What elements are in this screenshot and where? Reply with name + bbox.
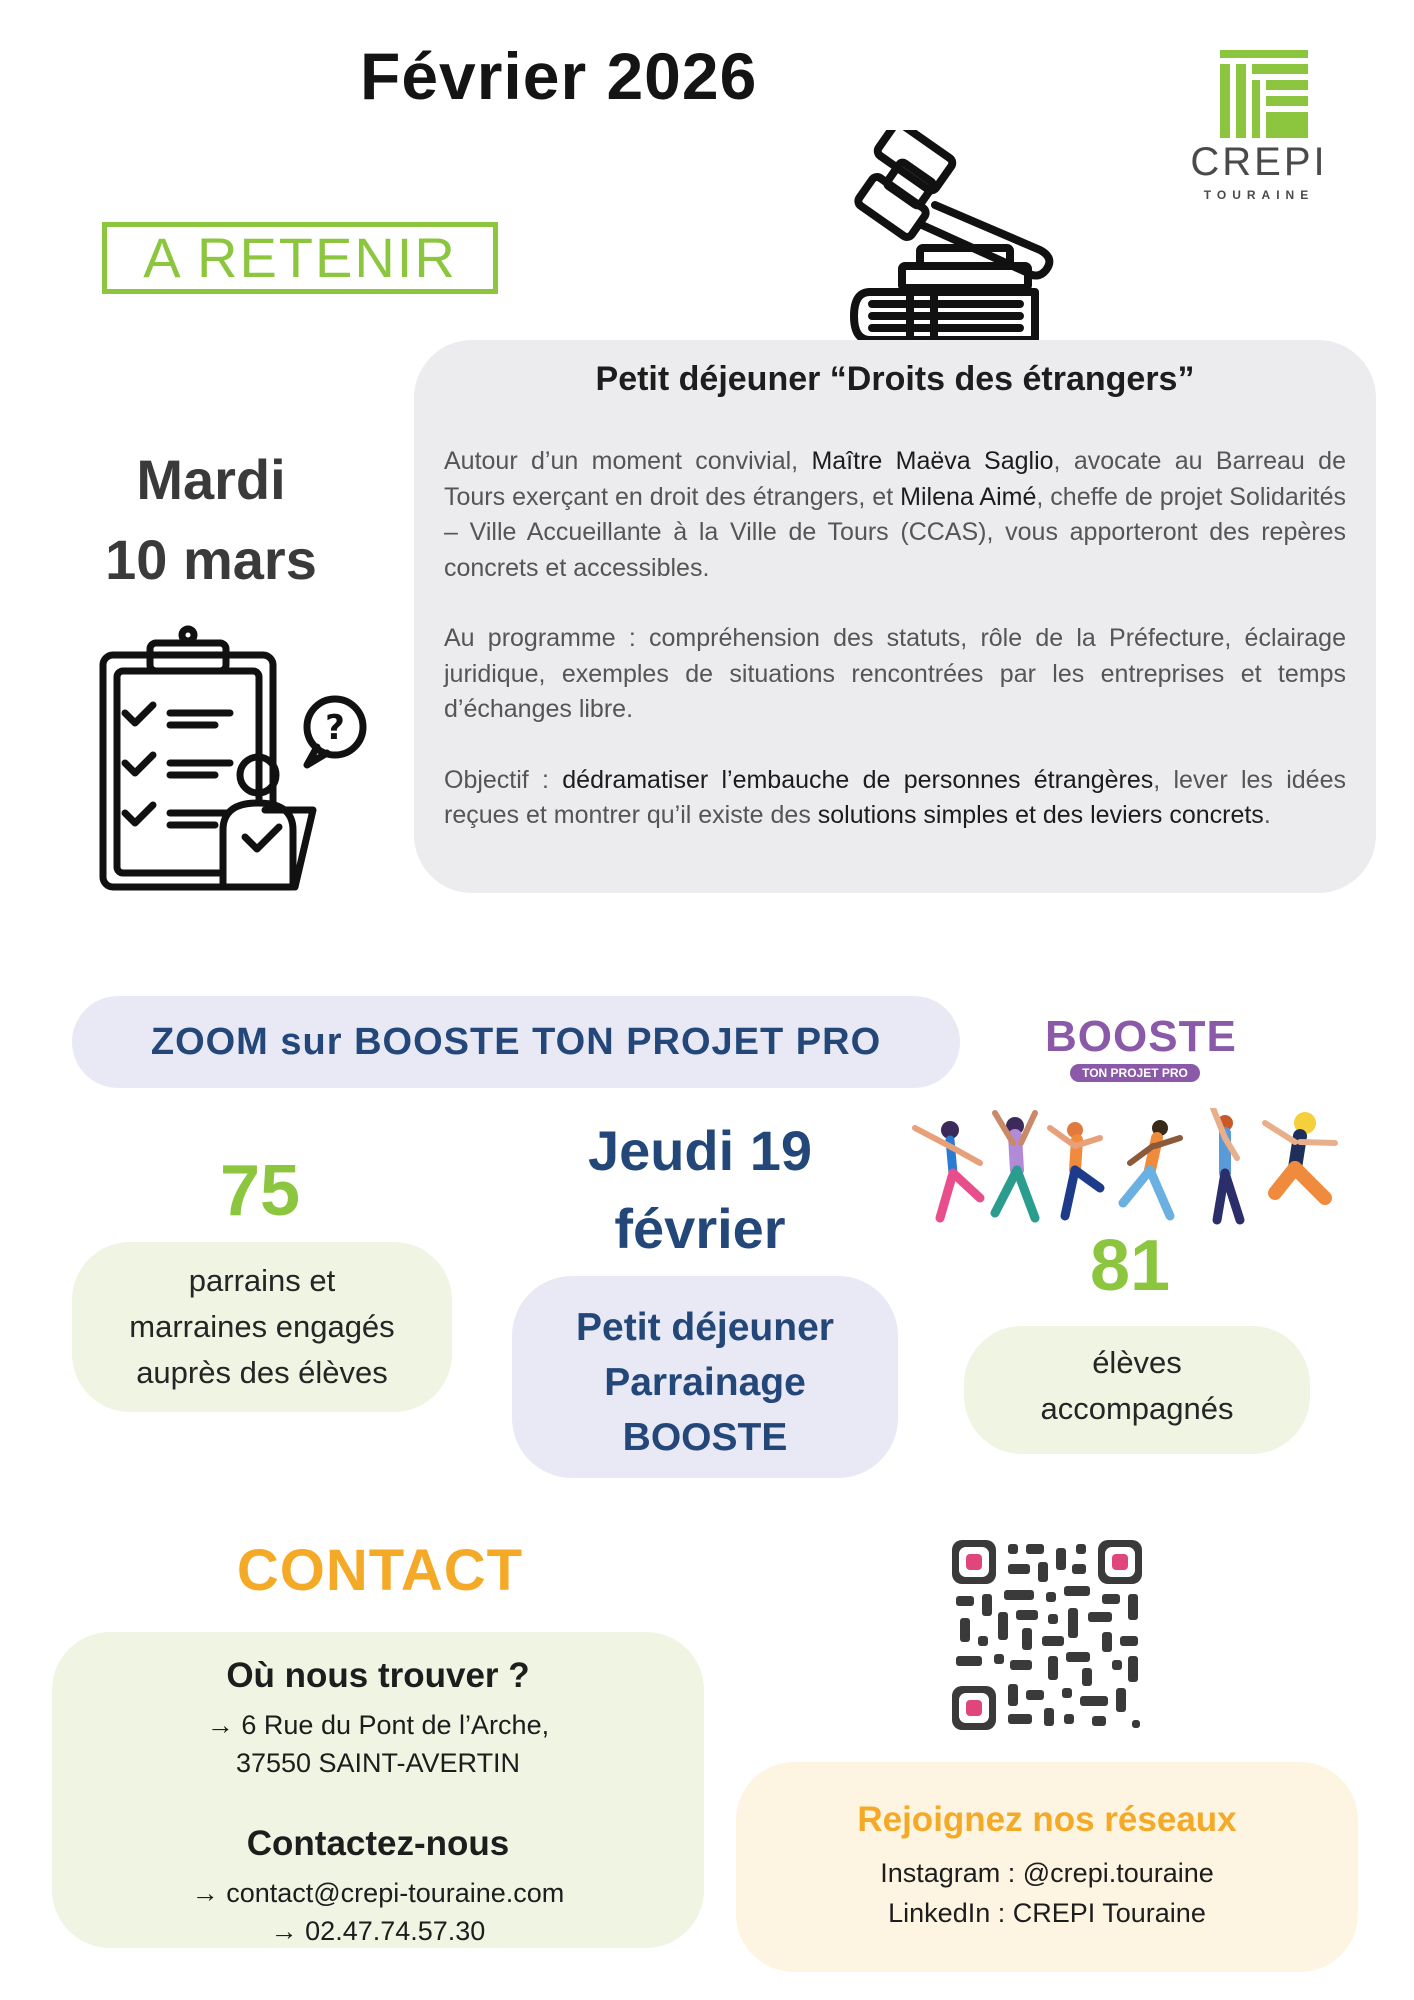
gavel-book-icon <box>850 130 1070 355</box>
contact-heading: CONTACT <box>236 1538 524 1603</box>
event-description <box>444 444 1346 869</box>
booste-logo <box>1045 1012 1237 1087</box>
svg-text:?: ? <box>325 708 345 748</box>
parrains-line: auprès des élèves <box>136 1355 388 1390</box>
address-line-1: → 6 Rue du Pont de l’Arche, <box>206 1710 550 1740</box>
parrains-count: 75 <box>219 1151 301 1231</box>
eleves-card <box>964 1326 1310 1454</box>
booste-event-line: BOOSTE <box>622 1416 788 1459</box>
eleves-line: élèves <box>1092 1345 1182 1380</box>
phone-link[interactable]: → 02.47.74.57.30 <box>270 1916 486 1946</box>
booste-event-card <box>512 1276 898 1478</box>
booste-event-date-month: février <box>614 1197 786 1260</box>
event-paragraph-program: Au programme : compréhension des statuts, rôle de la Préfecture, éclairage juridique, exemples de situations rencontrées par les entreprises et temps d’échanges libre. <box>444 624 1346 723</box>
instagram-link[interactable]: Instagram : @crepi.touraine <box>880 1858 1214 1888</box>
highlight-text: solutions simples et des leviers concrets <box>817 801 1264 829</box>
qr-code[interactable] <box>952 1540 1142 1730</box>
booste-event-date-day: Jeudi 19 <box>587 1119 813 1182</box>
text-span: Autour d’un moment convivial, <box>444 447 812 475</box>
event-paragraph-intro <box>444 444 1346 586</box>
speaker-name: Milena Aimé <box>900 482 1037 511</box>
event-date <box>90 440 332 600</box>
social-card <box>736 1762 1358 1972</box>
email-link[interactable]: → contact@crepi-touraine.com <box>191 1878 565 1908</box>
event-card <box>414 340 1376 893</box>
event-date-day: Mardi <box>136 448 286 511</box>
event-date-month: 10 mars <box>105 528 317 591</box>
text-span: , avocate au Barreau de Tours exerçant en droit des étrangers, et <box>444 447 1346 511</box>
text-span: , lever les idées reçues et montrer qu’il existe des <box>444 765 1346 829</box>
logo-subtitle: TOURAINE <box>1203 188 1315 202</box>
highlight-text: dédramatiser l’embauche de personnes étrangères <box>562 765 1154 794</box>
crepi-logo-mark-icon <box>1220 50 1308 138</box>
booste-event-title <box>512 1300 898 1465</box>
parrains-line: parrains et <box>188 1263 336 1298</box>
booste-logo-tag: TON PROJET PRO <box>1070 1064 1200 1082</box>
linkedin-link[interactable]: LinkedIn : CREPI Touraine <box>888 1898 1206 1928</box>
address-line-2: 37550 SAINT-AVERTIN <box>235 1748 521 1778</box>
event-title: Petit déjeuner “Droits des étrangers” <box>595 360 1195 398</box>
speaker-name: Maître Maëva Saglio <box>811 447 1054 475</box>
booste-event-line: Petit déjeuner <box>576 1306 834 1349</box>
social-heading: Rejoignez nos réseaux <box>857 1800 1237 1839</box>
crepi-logo <box>1184 50 1334 210</box>
booste-logo-word: BOOSTE <box>1045 1012 1237 1061</box>
eleves-line: accompagnés <box>1040 1391 1234 1426</box>
checklist-clipboard-icon <box>95 625 370 895</box>
event-paragraph-objective <box>444 763 1346 834</box>
a-retenir-label: A RETENIR <box>102 222 498 294</box>
booste-event-date <box>555 1112 845 1268</box>
zoom-banner <box>72 996 960 1088</box>
parrains-line: marraines engagés <box>129 1309 395 1344</box>
zoom-banner-label: ZOOM sur BOOSTE TON PROJET PRO <box>150 1021 882 1063</box>
page-title: Février 2026 <box>360 39 758 113</box>
eleves-count: 81 <box>1089 1226 1171 1306</box>
address-heading: Où nous trouver ? <box>226 1656 530 1695</box>
parrains-card <box>72 1242 452 1412</box>
text-span: , cheffe de projet Solidarités – Ville Accueillante à la Ville de Tours (CCAS), vous apporteront des repères concrets et accessibles. <box>444 482 1346 582</box>
booste-event-line: Parrainage <box>604 1361 806 1404</box>
contact-us-heading: Contactez-nous <box>246 1824 510 1863</box>
text-span: . <box>1263 801 1271 829</box>
text-span: Objectif : <box>444 765 563 794</box>
logo-name: CREPI <box>1190 140 1328 184</box>
contact-card <box>52 1632 704 1948</box>
